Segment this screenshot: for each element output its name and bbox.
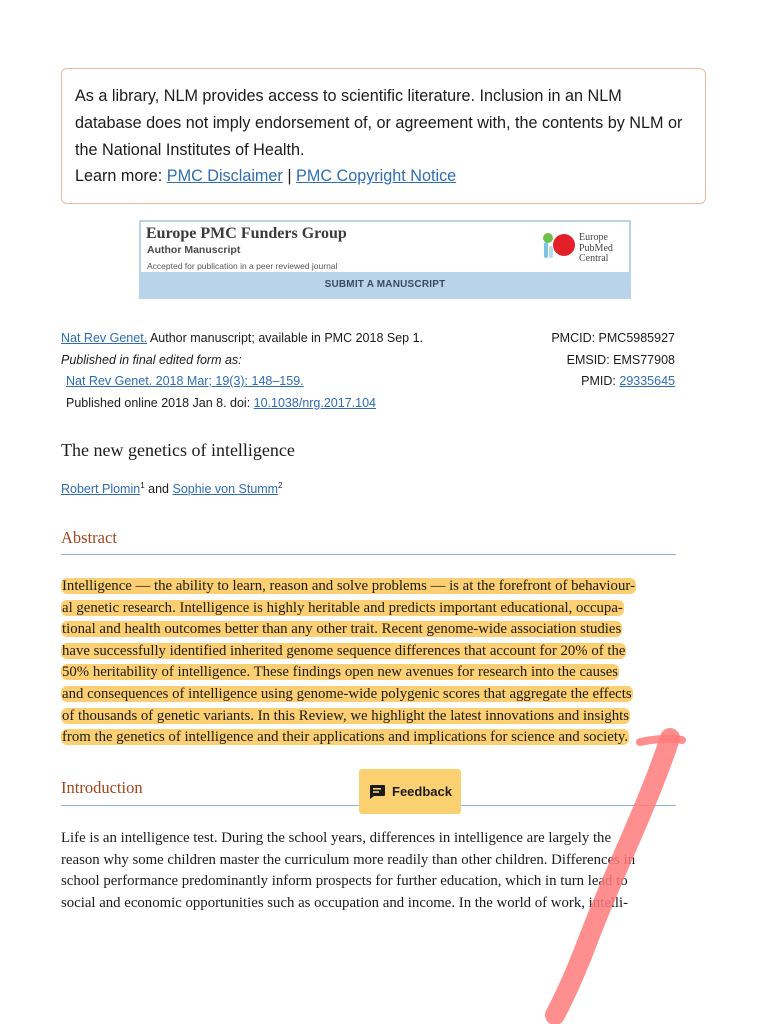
- banner-subtitle: Author Manuscript: [147, 244, 241, 256]
- abstract-line: have successfully identified inherited genome sequence differences that account for 20% of the: [62, 642, 626, 659]
- doi-link[interactable]: 10.1038/nrg.2017.104: [253, 395, 376, 410]
- introduction-text: [61, 828, 681, 914]
- abstract-line: and consequences of intelligence using genome-wide polygenic scores that aggregate the effects: [62, 685, 632, 702]
- abstract-line: Intelligence — the ability to learn, reason and solve problems — is at the forefront of behaviour-: [62, 578, 635, 594]
- pmc-copyright-link[interactable]: PMC Copyright Notice: [296, 167, 457, 186]
- journal-link[interactable]: Nat Rev Genet.: [61, 331, 148, 345]
- feedback-button[interactable]: [359, 769, 461, 814]
- logo-line-europe: Europe: [579, 232, 608, 243]
- author-list: [61, 481, 283, 496]
- published-final-label: Published in final edited form as:: [61, 352, 242, 367]
- europe-pmc-logo-icon: [538, 228, 578, 262]
- article-title: The new genetics of intelligence: [61, 440, 295, 460]
- abstract-heading: Abstract: [61, 528, 117, 547]
- nlm-notice-box: [61, 68, 706, 204]
- pmid-link[interactable]: 29335645: [619, 374, 675, 388]
- banner-title: Europe PMC Funders Group: [146, 225, 347, 242]
- logo-line-central: Central: [579, 253, 609, 264]
- learn-more-label: Learn more:: [75, 167, 163, 186]
- author-link-von-stumm[interactable]: Sophie von Stumm: [172, 482, 279, 497]
- notice-text: As a library, NLM provides access to scientific literature. Inclusion in an NLM database does not imply endorsement of, or agreement with, the contents by NLM or the National Institutes of Health.: [75, 87, 683, 159]
- intro-line: social and economic opportunities such as occupation and income. In the world of work, intelli-: [61, 894, 629, 911]
- citation-link[interactable]: Nat Rev Genet. 2018 Mar; 19(3): 148–159.: [66, 374, 304, 388]
- logo-line-pubmed: PubMed: [579, 242, 613, 254]
- intro-line: Life is an intelligence test. During the school years, differences in intelligence are largely the: [61, 830, 612, 846]
- feedback-icon: [368, 784, 386, 800]
- intro-line: reason why some children master the curriculum more readily than other children. Differences in: [61, 851, 636, 868]
- abstract-divider: [61, 554, 676, 555]
- pmid-label: PMID:: [581, 374, 616, 388]
- abstract-line: 50% heritability of intelligence. These findings open new avenues for research into the causes: [62, 664, 619, 681]
- abstract-line: al genetic research. Intelligence is highly heritable and predicts important educational, occupa-: [62, 599, 623, 616]
- link-separator: |: [287, 167, 292, 186]
- citation-meta: [61, 328, 501, 414]
- submit-manuscript-button[interactable]: SUBMIT A MANUSCRIPT: [141, 272, 629, 297]
- author-link-plomin[interactable]: Robert Plomin: [61, 482, 141, 497]
- logo-text: [579, 233, 613, 265]
- abstract-text: [61, 576, 676, 749]
- author1-affiliation: 1: [140, 481, 145, 490]
- author2-affiliation: 2: [278, 481, 283, 490]
- feedback-label: Feedback: [392, 784, 452, 799]
- intro-line: school performance predominantly inform prospects for further education, which in turn lead to: [61, 873, 628, 890]
- introduction-heading: Introduction: [61, 778, 143, 797]
- europe-pmc-banner: [139, 220, 631, 299]
- abstract-line: of thousands of genetic variants. In this Review, we highlight the latest innovations and insights: [62, 707, 629, 724]
- article-ids: [455, 328, 675, 393]
- abstract-line: from the genetics of intelligence and their applications and implications for science and society.: [62, 729, 629, 746]
- banner-note: Accepted for publication in a peer reviewed journal: [147, 261, 338, 271]
- emsid: EMSID: EMS77908: [566, 352, 675, 367]
- pmc-disclaimer-link[interactable]: PMC Disclaimer: [166, 167, 283, 186]
- abstract-line: tional and health outcomes better than any other trait. Recent genome-wide association studies: [62, 621, 622, 638]
- availability-text: Author manuscript; available in PMC 2018 Sep 1.: [149, 331, 424, 345]
- author-and: and: [148, 482, 169, 497]
- pmcid: PMCID: PMC5985927: [551, 331, 675, 345]
- published-online-text: Published online 2018 Jan 8. doi:: [66, 395, 251, 410]
